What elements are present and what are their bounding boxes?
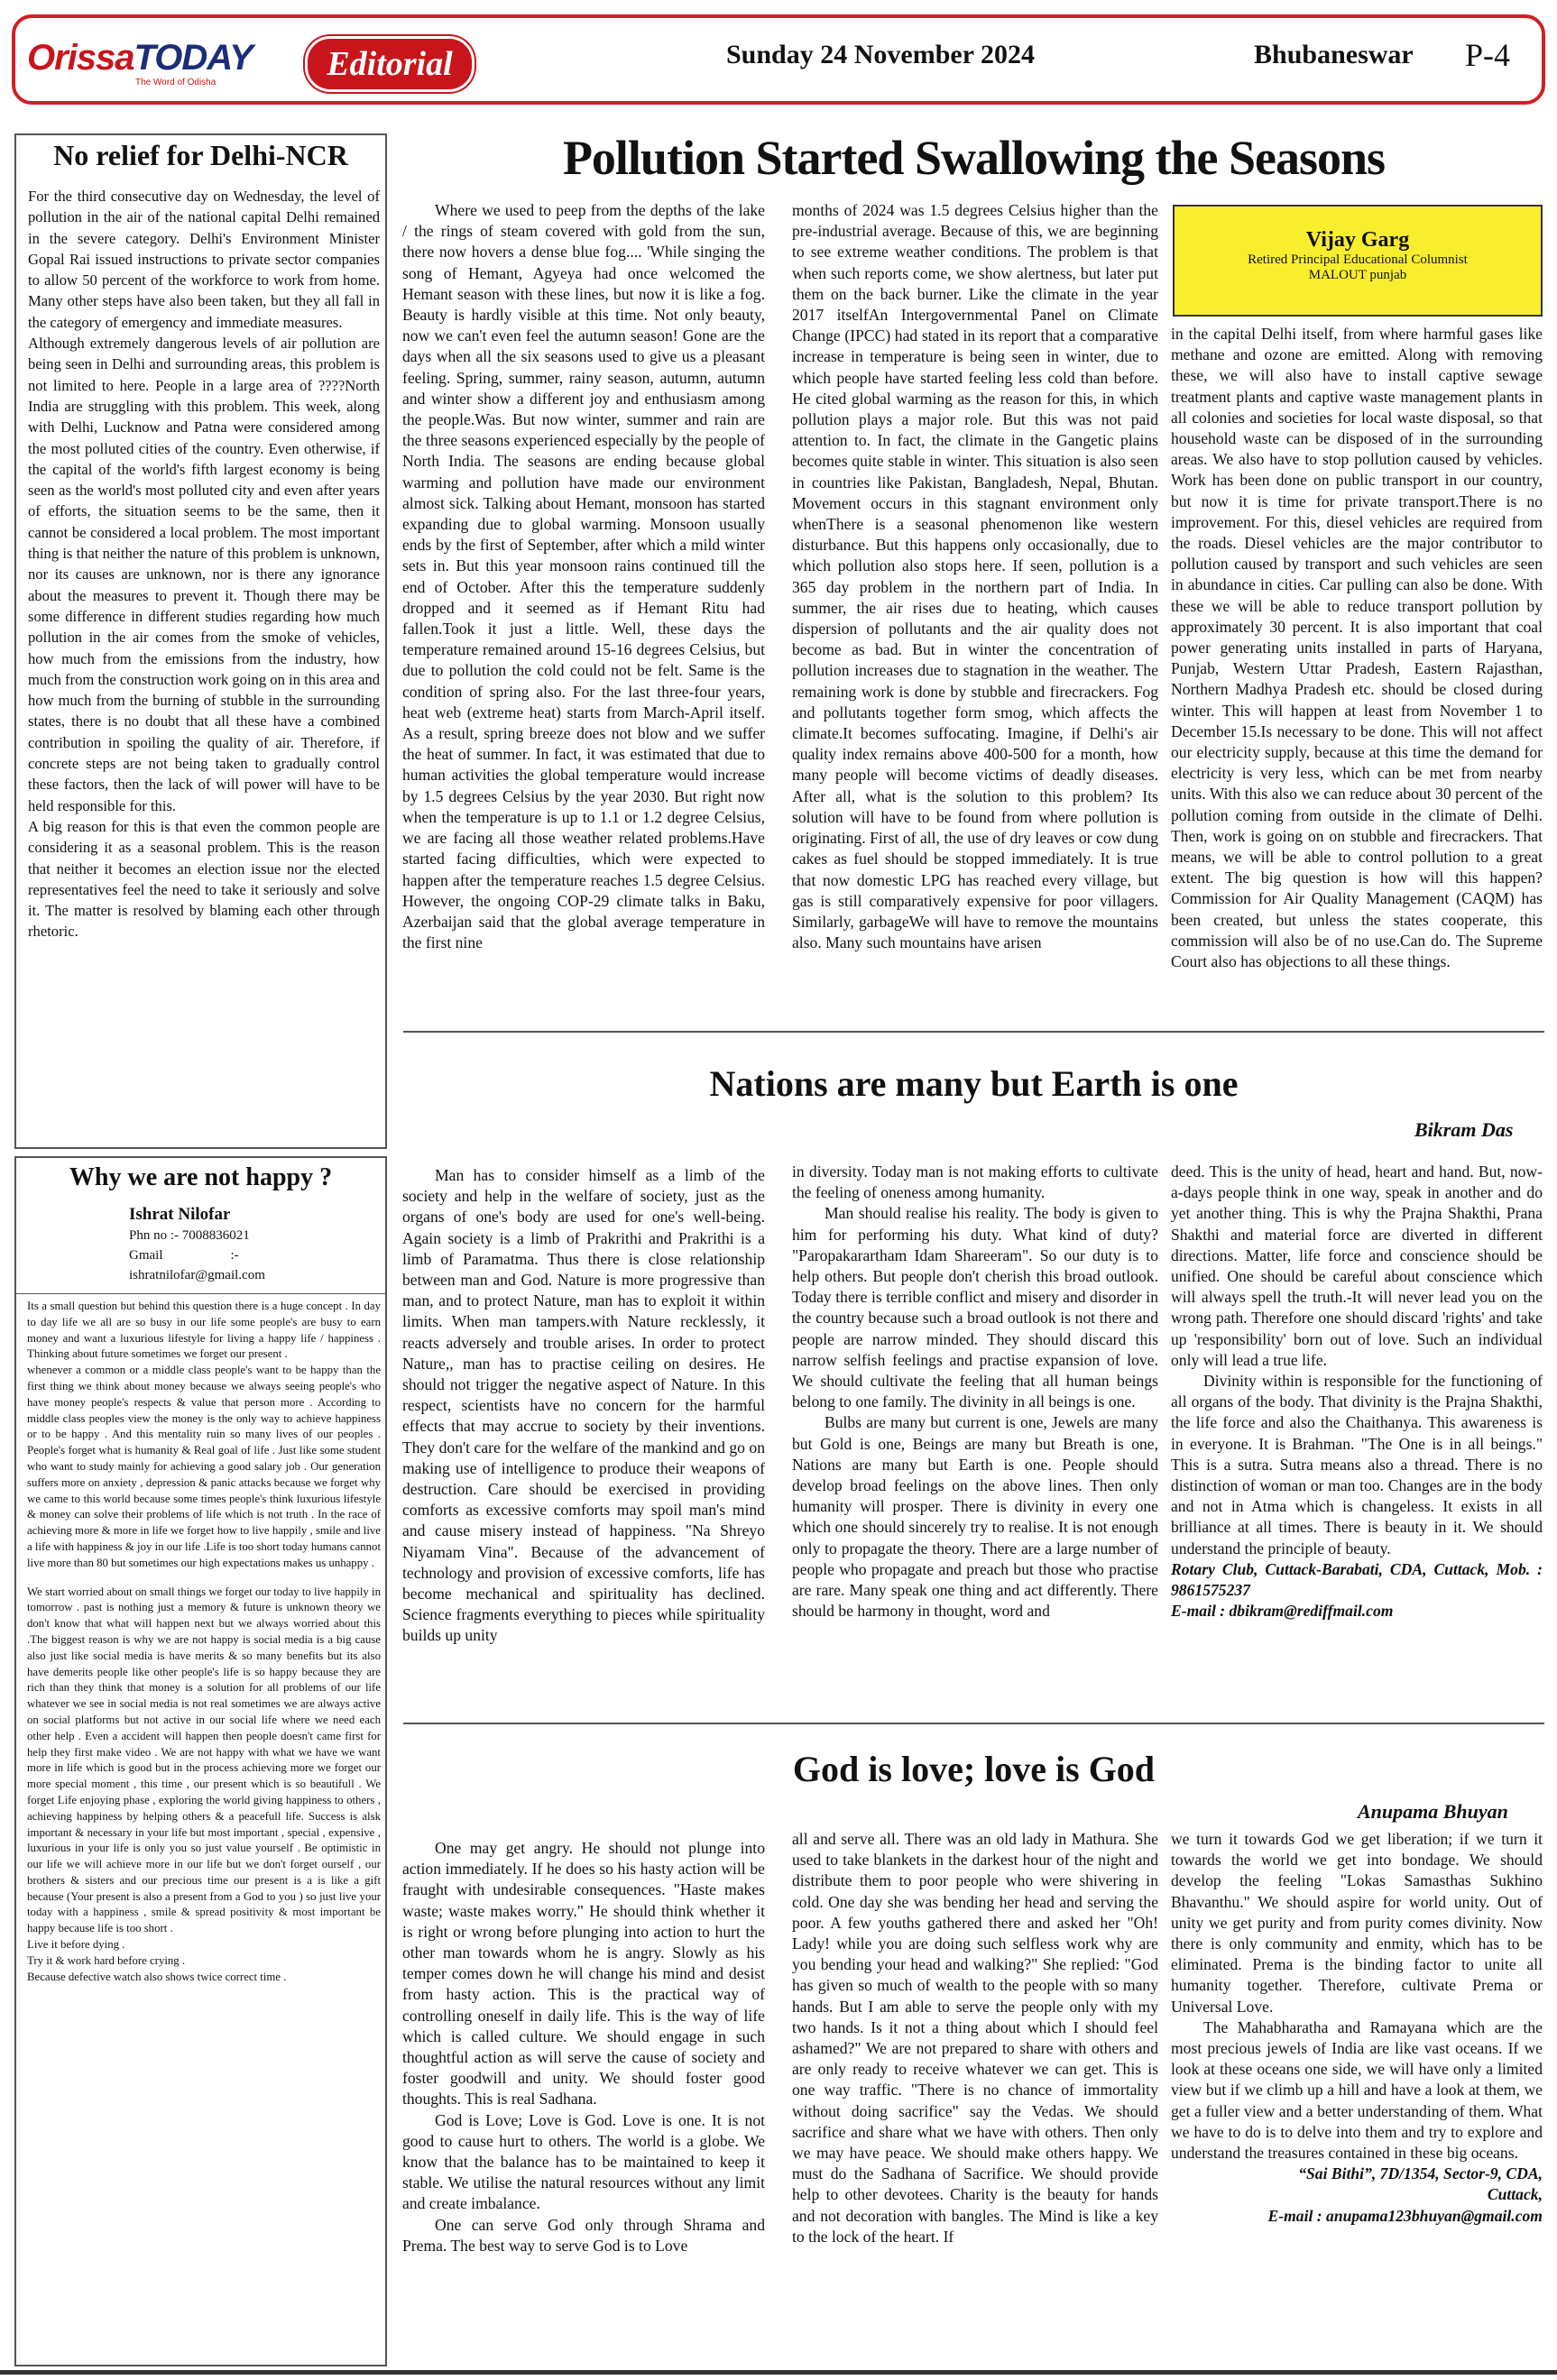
sidebar-happy-email[interactable]: ishratnilofar@gmail.com [129, 1268, 265, 1282]
article-nations-headline: Nations are many but Earth is one [709, 1063, 1239, 1104]
paragraph: For the third consecutive day on Wednesday, the level of pollution in the air of the national capital Delhi remained in the severe category. Delhi's Environment Minister Gopal Rai issued instructions to private sector companies to allow 50 percent of the workforce to work from home. Many other steps have also been taken, but they all fall in the category of emergency and immediate measures. [28, 188, 380, 331]
sidebar-happy-gmail-label: Gmail :- [129, 1248, 239, 1263]
author-title: Retired Principal Educational Columnist [1248, 253, 1468, 267]
paragraph: whenever a common or a middle class people's want to be happy than the first thing we think about money because we always seeing people's who have money people's respects & value that person more . According to middle class peoples view the money is the only way to achieve happiness or to be happy . And this mentality ruin so many lives of our peoples . People's forget what is humanity & Real goal of life . Just like some student who want to study mainly for achieving a good salary job . Our generation suffers more on anxiety , depression & panic attacks because we forget why we came to this world because some times people's think luxurious lifestyle & money can solve their problems of life which is not truth . In the race of achieving more & more in life we forget how to live happily , smile and live a life with happiness & joy in our life .Life is too short today humans cannot live more than 80 but sometimes our high expectations makes us unhappy . [27, 1364, 381, 1569]
article-nations-author: Bikram Das [1414, 1118, 1514, 1141]
paragraph: we turn it towards God we get liberation; if we turn it towards the world we get into bondage. We should develop the feeling "Lokas Samasthas Sukhino Bhavanthu." We should aspire for world unity. Out of unity we get purity and from purity comes divinity. Now there is only community and enmity, which has to be eliminated. Prema is the binding factor to unite all humanity together. Therefore, cultivate Prema or Universal Love. [1171, 1830, 1543, 2016]
paragraph: Man has to consider himself as a limb of the society and help in the welfare of society, just as the organs of one's body are used for one's well-being. Again society is a limb of Prakrithi and Prakrithi is a limb of Paramatma. Thus there is close relationship between man and God. Nature is more progressive than man, and to protect Nature, man has to exploit it within limits. When man tampers.with Nature recklessly, it reacts adversely and trouble arises. In order to protect Nature,, man has to practise ceiling on desires. He should not trigger the negative aspect of Nature. In this respect, scientists have no concern for the harmful effects that may accrue to society by their inventions. They don't care for the welfare of the mankind and go on making use of intelligence to produce their weapons of destruction. Care should be exercised in providing comforts as excessive comforts may spoil man's mind and cause misery instead of happiness. "Na Shreyo Niyamam Vina". Because of the advancement of technology and provision of excessive comforts, life has become mechanical and spirituality has declined. Science fragments everything to pieces while spirituality builds up unity [402, 1166, 765, 1645]
paragraph: Bulbs are many but current is one, Jewels are many but Gold is one, Beings are many but Breath is one, Nations are many but Earth is one. People should develop broad feelings on the above lines. Then only humanity will prosper. There is divinity in every one which one should sincerely try to realise. It is not enough only to propagate the theory. There are a large number of people who propagate and preach but those who practise are rare. Many speak one thing and act differently. There should be harmony in thought, word and [792, 1413, 1158, 1621]
section-label: Editorial [305, 36, 474, 92]
paragraph: all and serve all. There was an old lady in Mathura. She used to take blankets in the darkest hour of the night and distribute them to poor people who were shivering in cold. One day she was bending her head and serving the poor. A few youths gathered there and asked her "Oh! Lady! while you are doing such selfless work why are you bending your head and walking?" She replied: "God has given so much of wealth to the people with so many hands. But I am able to serve the people only with my two hands. Is it not a thing about which I should feel ashamed?" We are not prepared to share with others and are only ready to receive whatever we can get. This is one way traffic. "There is no chance of immortality without doing sacrifice" say the Vedas. We should sacrifice and share what we have with others. Then only we may have peace. We should make others happy. We must do the Sadhana of Sacrifice. We should provide help to other devotees. Charity is the beauty for hands and not decoration with bangles. The Mind is like a key to the lock of the heart. If [792, 1830, 1158, 2246]
bottom-rule [0, 2370, 1557, 2375]
sidebar-happy-title: Why we are not happy ? [69, 1163, 333, 1191]
article-god-col2 [792, 1829, 1158, 2247]
paragraph: The Mahabharatha and Ramayana which are the most precious jewels of India are like vast oceans. If we look at these oceans one side, we will have only a limited view but if we climb up a hill and have a look at them, we get a fuller view and a better understanding of them. What we have to do is to delve into them and try to explore and understand the treasures contained in these big oceans. [1171, 2017, 1543, 2163]
paragraph: deed. This is the unity of head, heart and hand. But, now-a-days people think in one way, speak in another and do yet another thing. This is why the Prajna Shakthi, Prana Shakthi and material force are diverted in different directions. Matter, life force and conscience should be unified. One should be careful about conscience which will always spell the truth.-It will never lead you on the wrong path. Therefore one should discard 'rights' and take up 'responsibility' born out of love. Such an individual only will lead a true life. [1171, 1162, 1543, 1369]
article-god-email[interactable]: E-mail : anupama123bhuyan@gmail.com [1267, 2206, 1543, 2225]
paragraph: A big reason for this is that even the common people are considering it as a seasonal problem. This is the reason that neither it becomes an election issue nor the elected representatives feel the need to take it seriously and solve it. The matter is resolved by blaming each other through rhetoric. [28, 817, 380, 941]
divider [16, 1293, 385, 1294]
article-nations-col2 [792, 1162, 1158, 1622]
spacer [27, 1572, 381, 1585]
divider [403, 1723, 1544, 1724]
article-nations-col1 [402, 1165, 765, 1647]
paragraph: Man should realise his reality. The body is given to him for performing his duty. What kind of duty? "Paropakarartham Idam Shareeram". So our duty is to help others. But people don't cherish this broad outlook. Today there is terrible conflict and misery and disorder in the country because such a broad outlook is not there and people are narrow minded. They should discard this narrow selfish feelings and practise expansion of love. We should cultivate the feeling that all human beings belong to one family. The divinity in all beings is one. [792, 1204, 1158, 1411]
page-number: P-4 [1465, 37, 1511, 73]
article-god-col1 [402, 1838, 765, 2256]
sidebar-happy-author: Ishrat Nilofar [129, 1205, 231, 1224]
logo-today: TODAY [134, 38, 253, 78]
sidebar-editorial-title: No relief for Delhi-NCR [53, 139, 348, 171]
article-god-author: Anupama Bhuyan [1358, 1800, 1508, 1823]
paragraph: Although extremely dangerous levels of air pollution are being seen in Delhi and surrounding areas, this problem is not limited to here. People in a large area of ????North India are struggling with this problem. This week, along with Delhi, Lucknow and Patna were considered among the most polluted cities of the country. Even otherwise, if the capital of the world's fifth largest economy is being seen as the world's most polluted city and even after years of efforts, the situation seems to be the same, then it cannot be considered a local problem. The most important thing is that neither the nature of this problem is unknown, nor its causes are unknown, nor is there any ignorance about the measures to prevent it. Though there may be some difference in different studies regarding how much pollution in the air comes from the smoke of vehicles, how much from the emissions from the industry, how much from the construction work going on in this area and how much from the burning of stubble in the surrounding states, there is no doubt that all these have a combined contribution in spoiling the quality of air. Therefore, if concrete steps are not being taken to gradually control these factors, then the lack of will power will have to be held responsible for this. [28, 335, 380, 814]
author-box [1173, 205, 1543, 317]
paragraph: Divinity within is responsible for the functioning of all organs of the body. That divinity is the Prajna Shakthi, the life force and also the Chaithanya. This awareness is in everyone. It is Brahman. "The One is in all beings." This is a sutra. Sutra means also a thread. There is no distinction of woman or man too. Changes are in the body and not in Atma which is changeless. It exists in all brilliance at all times. There is beauty in it. We should understand the principle of beauty. [1171, 1372, 1543, 1558]
logo-subtitle: The Word of Odisha [135, 78, 217, 87]
paragraph: Try it & work hard before crying . [27, 1953, 186, 1967]
paragraph: Its a small question but behind this question there is a huge concept . In day to day life we all are so busy in our life some people's are busy to earn money and want a luxurious lifestyle for living a happy life / happiness . Thinking about future sometimes we forget our present . [27, 1300, 381, 1361]
article-pollution-col3: in the capital Delhi itself, from where harmful gases like methane and ozone are emitted. Along with removing these, we will also have to install captive sewage treatment plants and captive waste management plants in all colonies and societies for local waste disposal, so that household waste can be disposed of in the surrounding areas. We also have to stop pollution caused by vehicles. Work has been done on public transport in our country, but now it is time for private transport.There is no improvement. For this, diesel vehicles are required from the roads. Diesel vehicles are the major contributor to pollution caused by transport and such vehicles are seen in abundance in cities. Car pulling can also be done. With these we will be able to reduce transport pollution by approximately 30 percent. It is also important that coal power generating units installed in parts of Haryana, Punjab, Western Uttar Pradesh, Eastern Rajasthan, Northern Madhya Pradesh etc. should be closed during winter. This will happen at least from November 1 to December 15.Is necessary to be done. This will not affect our electricity supply, because at this time the demand for electricity is very less, which can be met from nearby units. With this also we can reduce about 30 percent of the pollution coming from outside in the climate of Delhi. Then, work is going on on stubble and firecrackers. That means, we will be able to control pollution to a great extent. The big question is how will this happen? Commission for Air Quality Management (CAQM) has been created, but unless the states cooperate, this commission will also be of no use.Can do. The Supreme Court also has objections to all these things. [1171, 325, 1543, 971]
author-place: MALOUT punjab [1308, 268, 1407, 282]
sidebar-editorial-body [28, 186, 380, 942]
logo-brand: Orissa [27, 38, 134, 78]
paragraph: Live it before dying . [27, 1938, 125, 1952]
article-nations-email[interactable]: E-mail : dbikram@rediffmail.com [1171, 1602, 1394, 1621]
article-pollution-col1: Where we used to peep from the depths of the lake / the rings of steam covered with gold from the sun, there now hovers a dense blue fog.... 'While singing the song of Hemant, Agyeya had once welcomed the Hemant season with these lines, but now it is like a fog. Beauty is hardly visible at this time. Not only beauty, now we can't even feel the autumn season! Gone are the days when all the six seasons used to give us a pleasant feeling. Spring, summer, rainy season, autumn, autumn and winter show a different joy and enthusiasm among the people.Was. But now winter, summer and rain are the three seasons experienced especially by the people of North India. The seasons are ending because global warming and pollution have made our environment almost sick. Talking about Hemant, monsoon has started expanding due to global warming. Monsoon usually ends by the first of September, after which a mild winter sets in. But this year monsoon rains continued till the end of October. After this the temperature suddenly dropped and it seemed as if Hemant Ritu had fallen.Took it just a little. Well, these days the temperature remained around 15-16 degrees Celsius, but due to pollution the cold could not be felt. Same is the condition of spring also. For the last three-four years, heat web (extreme heat) starts from March-April itself. As a result, spring breeze does not blow and we suffer the heat of summer. In fact, it was estimated that due to human activities the global temperature would increase by 1.5 degrees Celsius by the year 2030. But right now when the temperature is up to 1.1 or 1.2 degree Celsius, we are facing all those weather related problems.Have started facing difficulties, which were expected to happen after the temperature reaches 1.5 degree Celsius. However, the ongoing COP-29 climate talks in Baku, Azerbaijan said that the global average temperature in the first nine [402, 201, 765, 952]
paragraph: God is Love; Love is God. Love is one. It is not good to cause hurt to others. The world is a globe. We know that the balance has to be maintained to keep it stable. We utilise the natural resources without any limit and create imbalance. [402, 2110, 765, 2213]
sidebar-happy-phone: Phn no :- 7008836021 [129, 1228, 250, 1243]
sidebar-happy-body [27, 1299, 381, 1985]
article-god-col3 [1171, 1829, 1543, 2227]
masthead-logo [27, 38, 253, 78]
article-pollution-headline: Pollution Started Swallowing the Seasons [562, 131, 1386, 185]
article-god-signature-1: “Sai Bithi”, 7D/1354, Sector-9, CDA, [1298, 2164, 1543, 2183]
paragraph: Because defective watch also shows twice correct time . [27, 1970, 287, 1983]
publication-date: Sunday 24 November 2024 [726, 40, 1035, 69]
article-nations-col3 [1171, 1162, 1543, 1622]
article-pollution-col2: months of 2024 was 1.5 degrees Celsius higher than the pre-industrial average. Because of this, we are beginning to see extreme weather conditions. The problem is that when such reports come, we show alertness, but later put them on the back burner. Like the climate in the year 2017 itselfAn Intergovernmental Panel on Climate Change (IPCC) had stated in its report that a comparative increase in temperature is being seen in winter, due to which people have started feeling less cold than before. He cited global warming as the reason for this, in which pollution plays a major role. But this was not paid attention to. In fact, the climate in the Gangetic plains becomes quite stable in winter. This situation is also seen in countries like Pakistan, Bangladesh, Nepal, Bhutan. Movement occurs in this stagnant environment only whenThere is a seasonal phenomenon like western disturbance. But this happens only occasionally, due to which pollution also stops here. If seen, pollution is a 365 day problem in the northern part of India. In summer, the air rises due to heating, which causes dispersion of pollutants and the air quality does not become as bad. But in winter the concentration of pollution increases due to stagnation in the weather. The remaining work is done by stubble and firecrackers. Fog and pollutants together form smog, which affects the climate.It becomes suffocating. Imagine, if Delhi's air quality index remains above 400-500 for a month, how many people will become victims of deadly diseases. After all, what is the solution to this problem? Its solution will have to be found from where pollution is originating. First of all, the use of dry leaves or cow dung cakes as fuel should be stopped immediately. It is true that now domestic LPG has reached every village, but gas is still comparatively expensive for poor villagers. Similarly, garbageWe will have to remove the mountains also. Many such mountains have arisen [792, 201, 1158, 952]
article-god-headline: God is love; love is God [792, 1749, 1156, 1789]
paragraph: We start worried about on small things we forget our today to live happily in tomorrow . past is nothing just a memory & future is unknown theory we don't know that what will happen next but we always worried about this .The biggest reason is why we are not happy is social media is a big cause also just like social media is have merits & so many benefits but its also have demerits people like other people's life is so happy because they are rich than they think that money is a solution for all problems of our life whatever we see in social media is not real sometimes we are always active on social platforms but not active in our social life where we need each other help . Even a accident will happen then people doesn't came first for help they first make video . We are not happy with what we have we want more in life which is good but in the process achieving more we forget our more special moment , this time , our present which is so beautifull . We forget Life enjoying phase , exploring the world giving happiness to others , achieving happiness by helping others & a peacefull life. Success is alsk important & necessary in your life but most important , special , expensive , luxurious in your life is only you so just value yourself . Be optimistic in our life we will achieve more in our life but we don't forget ourself , our brothers & sisters and our precious time our present is a is like a gift because (Your present is also a present from a God to you ) so just live your today with a happiness , smile & spread positivity & most important be happy because life is too short . [27, 1585, 381, 1935]
author-name: Vijay Garg [1305, 228, 1410, 252]
paragraph: in diversity. Today man is not making efforts to cultivate the feeling of oneness among humanity. [792, 1162, 1158, 1202]
article-god-signature-2: Cuttack, [1487, 2185, 1543, 2204]
divider [403, 1031, 1544, 1033]
paragraph: One may get angry. He should not plunge into action immediately. If he does so his hasty action will be fraught with undesirable consequences. "Haste makes waste; waste makes worry." He should think whether it is right or wrong before plunging into action to hurt the other man towards whom he is angry. Slowly as his temper comes down he will change his mind and desist from hasty action. This is the practical way of controlling oneself in daily life. This is the way of life which is called culture. We should engage in such thoughtful action as will serve the cause of society and foster goodwill and unity. We should foster good thoughts. This is real Sadhana. [402, 1839, 765, 2109]
paragraph: One can serve God only through Shrama and Prema. The best way to serve God is to Love [402, 2215, 765, 2255]
edition-city: Bhubaneswar [1254, 40, 1414, 69]
article-nations-signature: Rotary Club, Cuttack-Barabati, CDA, Cuttack, Mob. : 9861575237 [1171, 1559, 1543, 1600]
